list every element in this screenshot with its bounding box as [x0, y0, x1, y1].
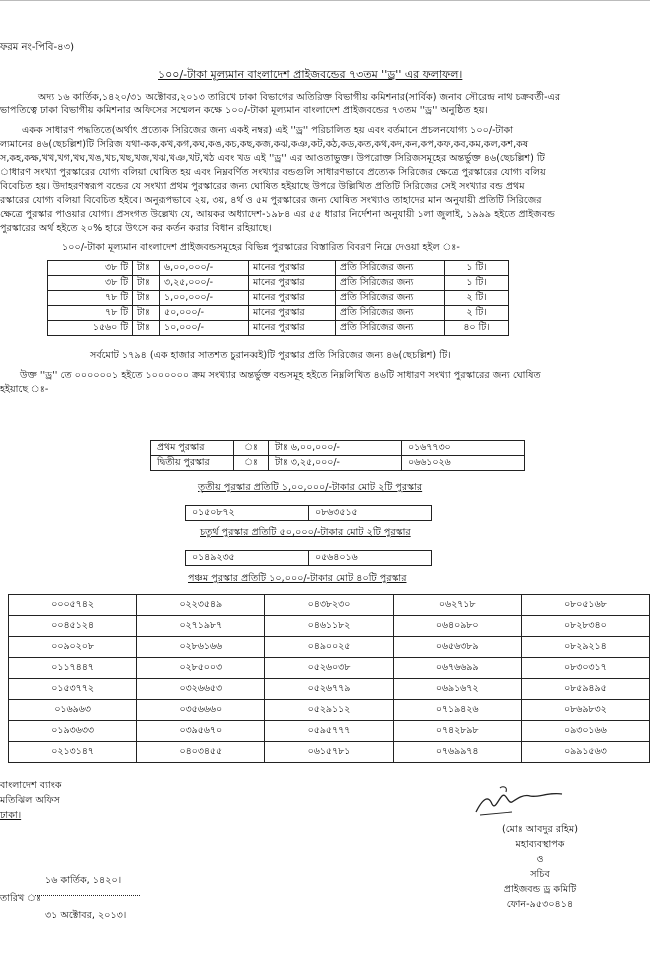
fifth-prize-number: ০৩৫৬৬৬০	[137, 700, 265, 721]
fifth-prize-number: ০৮২৯২১৪	[521, 637, 649, 658]
fifth-prize-number: ০৩৯৫৬৭০	[137, 721, 265, 742]
prize-label: মানের পুরস্কার	[249, 306, 336, 321]
second-prize-amount: টাঃ ৩,২৫,০০০/-	[269, 456, 402, 471]
fifth-prize-number: ০৯৯১৫৬৩	[521, 742, 649, 763]
fifth-prize-heading: পঞ্চম পুরস্কার প্রতিটি ১০,০০০/-টাকার মোট ৪০টি পুরস্কার	[188, 573, 407, 584]
first-prize-amount: টাঃ ৬,০০,০০০/-	[269, 441, 402, 456]
table-row	[186, 551, 432, 566]
address-line: ঢাকা।	[0, 810, 22, 821]
table-row	[48, 261, 509, 276]
signatory-title: মহাব্যবস্থাপক	[515, 839, 565, 850]
para-line: ক্ষেত্রে পুরস্কার পাওয়ার যোগ্য। প্রসংগত উল্লেখ্য যে, আয়কর অধ্যাদেশ-১৯৮৪ এর ৫৫ ধারার নির্দেশনা অনুযায়ী ১লা জুলাই, ১৯৯৯ হইতে প্রাইজবন্ড	[0, 209, 555, 220]
table-row	[48, 291, 509, 306]
colon: ঃ	[234, 441, 269, 456]
prize-count: ৭৮ টি	[48, 291, 133, 306]
prize-label: মানের পুরস্কার	[249, 276, 336, 291]
date-divider	[35, 895, 140, 896]
fifth-prize-number: ০৮৫৯৪৯৫	[521, 679, 649, 700]
fifth-prize-number: ০১১৭৪৪৭	[9, 658, 137, 679]
prize-amount: ৫০,০০০/-	[160, 306, 249, 321]
fifth-prize-number: ০২৮৬১৬৬	[137, 637, 265, 658]
announce-line: হইয়াছে ঃ-	[0, 384, 49, 395]
para-line: একক সাধারণ পদ্ধতিতে(অর্থাৎ প্রত্যেক সিরিজের জন্য একই নম্বর) এই ''ড্র'' পরিচালিত হয় এবং বর্তমানে প্রচলনযোগ্য ১০০/-টাকা	[22, 125, 514, 136]
signatory-and: ও	[536, 854, 544, 865]
fifth-prize-number: ০২২৩৫৪৯	[137, 595, 265, 616]
fifth-prize-number: ০৮০৫১৬৮	[521, 595, 649, 616]
fifth-prize-number: ০৪৬১১৮২	[265, 616, 393, 637]
signatory-title: সচিব	[530, 869, 550, 880]
first-second-prize-table	[150, 440, 525, 471]
para-line: াধারণ সংখ্যা পুরস্কারের যোগ্য বলিয়া ঘোষিত হয় এবং নিম্নবর্ণিত সংখ্যার বন্ডগুলি সাধারণভাবে প্রত্যেক সিরিজের ক্ষেত্রে পুরস্কারের যোগ্য বলিয়	[0, 167, 546, 178]
prize-amount: ১০,০০০/-	[160, 321, 249, 336]
fifth-prize-number: ০১৫৩৭৭২	[9, 679, 137, 700]
fifth-prize-number: ০৬৯১৬৭২	[393, 679, 521, 700]
fifth-prize-number: ০৫২৬৭৭৯	[265, 679, 393, 700]
fifth-prize-number: ০৬৭৬৬৯৯	[393, 658, 521, 679]
prize-count: ৩৮ টি	[48, 261, 133, 276]
taka-label: টাঃ	[133, 276, 160, 291]
fifth-prize-number: ০৭১৯৪২৬	[393, 700, 521, 721]
fourth-prize-table	[185, 550, 432, 566]
third-prize-table	[185, 505, 432, 521]
date-english: ৩১ অক্টোবর, ২০১৩।	[45, 910, 127, 921]
prize-label: মানের পুরস্কার	[249, 321, 336, 336]
taka-label: টাঃ	[133, 306, 160, 321]
fifth-prize-number: ০৮২৮৩৪০	[521, 616, 649, 637]
para-line: রস্কারের যোগ্য বলিয়া বিবেচিত হইবে। অনুরূপভাবে ২য়, ৩য়, ৪র্থ ও ৫ম পুরস্কারের জন্য ঘোষিত সংখ্যাও তাহাদের মান অনুযায়ী প্রতিটি সিরিজের	[0, 195, 542, 206]
prize-count: ৩৮ টি	[48, 276, 133, 291]
table-row	[9, 679, 650, 700]
colon: ঃ	[234, 456, 269, 471]
prize-qty: ১ টি।	[445, 276, 509, 291]
prize-count: ১৫৬০ টি	[48, 321, 133, 336]
table-row	[9, 721, 650, 742]
fourth-prize-heading: চতুর্থ পুরস্কার প্রতিটি ৫০,০০০/-টাকার মোট ২টি পুরস্কার	[200, 527, 411, 538]
para-line: অদ্য ১৬ কার্তিক,১৪২০/৩১ অক্টোবর,২০১৩ তারিখে ঢাকা বিভাগের অতিরিক্ত বিভাগীয় কমিশনার(সার্বিক) জনাব সৌরেন্দ্র নাথ চক্রবর্তী-এর	[38, 92, 561, 103]
fifth-prize-number: ০০৪৫১২৪	[9, 616, 137, 637]
per-series: প্রতি সিরিজের জন্য	[336, 321, 445, 336]
fifth-prize-number: ০৫২৬০৩৮	[265, 658, 393, 679]
third-prize-heading: তৃতীয় পুরস্কার প্রতিটি ১,০০,০০০/-টাকার মোট ২টি পুরস্কার	[198, 482, 423, 493]
table-row	[9, 742, 650, 763]
fifth-prize-number: ০৬২৭১৮	[393, 595, 521, 616]
taka-label: টাঃ	[133, 321, 160, 336]
prize-amount: ৬,০০,০০০/-	[160, 261, 249, 276]
fifth-prize-table	[8, 594, 650, 763]
signatory-block	[485, 822, 595, 912]
prize-qty: ২ টি।	[445, 291, 509, 306]
prize-amount: ১,০০,০০০/-	[160, 291, 249, 306]
announce-line: উক্ত ''ড্র'' তে ০০০০০০১ হইতে ১০০০০০০ ক্রম সংখ্যার অন্তর্ভুক্ত বন্ডসমূহ হইতে নিম্নলিখিত ৪৬টি সাধারণ সংখ্যা পুরস্কারের জন্য ঘোষিত	[20, 370, 541, 381]
table-row	[9, 658, 650, 679]
fifth-prize-number: ০৪০৩৪৫৫	[137, 742, 265, 763]
fifth-prize-number: ০৯৩০১৬৬	[521, 721, 649, 742]
fifth-prize-number: ০২৭১৯৮৭	[137, 616, 265, 637]
fifth-prize-number: ০১৯৩৬৩৩	[9, 721, 137, 742]
second-prize-number: ০৬৬১০২৬	[402, 456, 525, 471]
fifth-prize-number: ০৫২৯১১২	[265, 700, 393, 721]
table-row	[9, 595, 650, 616]
fifth-prize-number: ০৮৬৯৮৩২	[521, 700, 649, 721]
signatory-committee: প্রাইজবন্ড ড্র কমিটি	[503, 884, 577, 895]
first-prize-number: ০১৬৭৭৩০	[402, 441, 525, 456]
fifth-prize-number: ০১৬৯৬৩	[9, 700, 137, 721]
fifth-prize-number: ০৩২৬৬৫৩	[137, 679, 265, 700]
fifth-prize-number: ০৮৩০৩১৭	[521, 658, 649, 679]
page-edge	[0, 0, 650, 1]
address-line: বাংলাদেশ ব্যাংক	[0, 780, 62, 791]
para-line: স,কহ,কক্ষ,খখ,খগ,খঘ,খঙ,খচ,খছ,খজ,খঝ,খঞ,খট,খঠ এবং খড এই ''ড্র'' এর আওতাভুক্ত। উপরোক্ত সিরিজসমূহের অন্তর্ভুক্ত ৪৬(ছেচল্লিশ) টি	[0, 153, 545, 164]
per-series: প্রতি সিরিজের জন্য	[336, 291, 445, 306]
para-line: বিবেচিত হয়। উদাহরণস্বরূপ বন্ডের যে সংখ্যা প্রথম পুরস্কারের জন্য ঘোষিত হইয়াছে উপরে উল্লিখিত প্রতিটি সিরিজের সেই সংখ্যার বন্ড প্রথম	[0, 181, 525, 192]
prize-summary-table	[47, 260, 509, 336]
table-row	[48, 321, 509, 336]
second-prize-label: দ্বিতীয় পুরস্কার	[151, 456, 234, 471]
fifth-prize-number: ০৫৯৫৭৭৭	[265, 721, 393, 742]
fifth-prize-number: ০৬৪০৯৮০	[393, 616, 521, 637]
table-row	[9, 700, 650, 721]
fifth-prize-number: ০৭৬৯৯৭৪	[393, 742, 521, 763]
para-line: ভাপতিত্বে ঢাকা বিভাগীয় কমিশনার অফিসের সম্মেলন কক্ষে ১০০/-টাকা মূল্যমান বাংলাদেশ প্রাইজবন্ডের ৭৩তম ''ড্র'' অনুষ্ঠিত হয়।	[0, 105, 488, 116]
fifth-prize-number: ০২১৩১৪৭	[9, 742, 137, 763]
signatory-name: (মোঃ আবদুর রহিম)	[502, 824, 578, 835]
prize-label: মানের পুরস্কার	[249, 291, 336, 306]
signature-graphic	[472, 782, 592, 822]
prize-label: মানের পুরস্কার	[249, 261, 336, 276]
fifth-prize-number: ০৪৯০০২৫	[265, 637, 393, 658]
signatory-phone: ফোন-৯৫৩০৪১৪	[506, 899, 574, 910]
table-row	[48, 306, 509, 321]
total-line: সর্বমোট ১৭৯৪ (এক হাজার সাতশত চুরানব্বই)টি পুরস্কার প্রতি সিরিজের জন্য ৪৬(ছেচল্লিশ) টি।	[90, 350, 451, 361]
bank-address	[0, 778, 62, 823]
prize-count: ৭৮ টি	[48, 306, 133, 321]
fifth-prize-number: ০৬৫৬৩৮৯	[393, 637, 521, 658]
prize-amount: ৩,২৫,০০০/-	[160, 276, 249, 291]
form-number: ফরম নং-পিবি-৪৩)	[0, 42, 74, 53]
table-row	[9, 637, 650, 658]
date-bangla: ১৬ কার্তিক, ১৪২০।	[45, 875, 122, 886]
prize-qty: ৪০ টি।	[445, 321, 509, 336]
date-label: তারিখ ঃ	[0, 893, 42, 904]
fifth-prize-number: ০৬১৫৭৮১	[265, 742, 393, 763]
table-row	[48, 276, 509, 291]
taka-label: টাঃ	[133, 291, 160, 306]
table-row	[186, 506, 432, 521]
third-prize-number: ০৮৬৩৫১৫	[309, 506, 432, 521]
fifth-prize-number: ০২৮৫০০৩	[137, 658, 265, 679]
prize-qty: ২ টি।	[445, 306, 509, 321]
fifth-prize-number: ০৪৩৮২৩০	[265, 595, 393, 616]
fourth-prize-number: ০১৪৯২৩৫	[186, 551, 309, 566]
taka-label: টাঃ	[133, 261, 160, 276]
para-line: ১০০/-টাকা মূল্যমান বাংলাদেশ প্রাইজবন্ডসমূহের বিভিন্ন পুরস্কারের বিস্তারিত বিবরণ নিম্নে দেওয়া হইল ঃ-	[62, 242, 460, 253]
per-series: প্রতি সিরিজের জন্য	[336, 276, 445, 291]
para-line: পুরস্কারের অর্থ হইতে ২০% হারে উৎসে কর কর্তন করার বিধান রহিয়াছে।	[0, 223, 272, 234]
address-line: মতিঝিল অফিস	[0, 795, 60, 806]
fifth-prize-number: ০০৯০২০৮	[9, 637, 137, 658]
first-prize-row	[151, 441, 525, 456]
fifth-prize-number: ০০০৫৭৪২	[9, 595, 137, 616]
per-series: প্রতি সিরিজের জন্য	[336, 261, 445, 276]
per-series: প্রতি সিরিজের জন্য	[336, 306, 445, 321]
second-prize-row	[151, 456, 525, 471]
fifth-prize-number: ০৭৪২৮৯৮	[393, 721, 521, 742]
para-line: ল্যমানের ৪৬(ছেচল্লিশ)টি সিরিজ যথা-কক,কখ,কগ,কঘ,কঙ,কচ,কছ,কজ,কঝ,কঞ,কট,কঠ,কড,কত,কথ,কদ,কন,কপ,কফ,কব,কম,কল,কশ,কষ	[0, 139, 529, 150]
page-title: ১০০/-টাকা মূল্যমান বাংলাদেশ প্রাইজবন্ডের ৭৩তম ''ড্র'' এর ফলাফল।	[158, 68, 463, 81]
table-row	[9, 616, 650, 637]
prize-qty: ১ টি।	[445, 261, 509, 276]
fourth-prize-number: ০৫৬৪০১৬	[309, 551, 432, 566]
first-prize-label: প্রথম পুরস্কার	[151, 441, 234, 456]
third-prize-number: ০১৫০৮৭২	[186, 506, 309, 521]
